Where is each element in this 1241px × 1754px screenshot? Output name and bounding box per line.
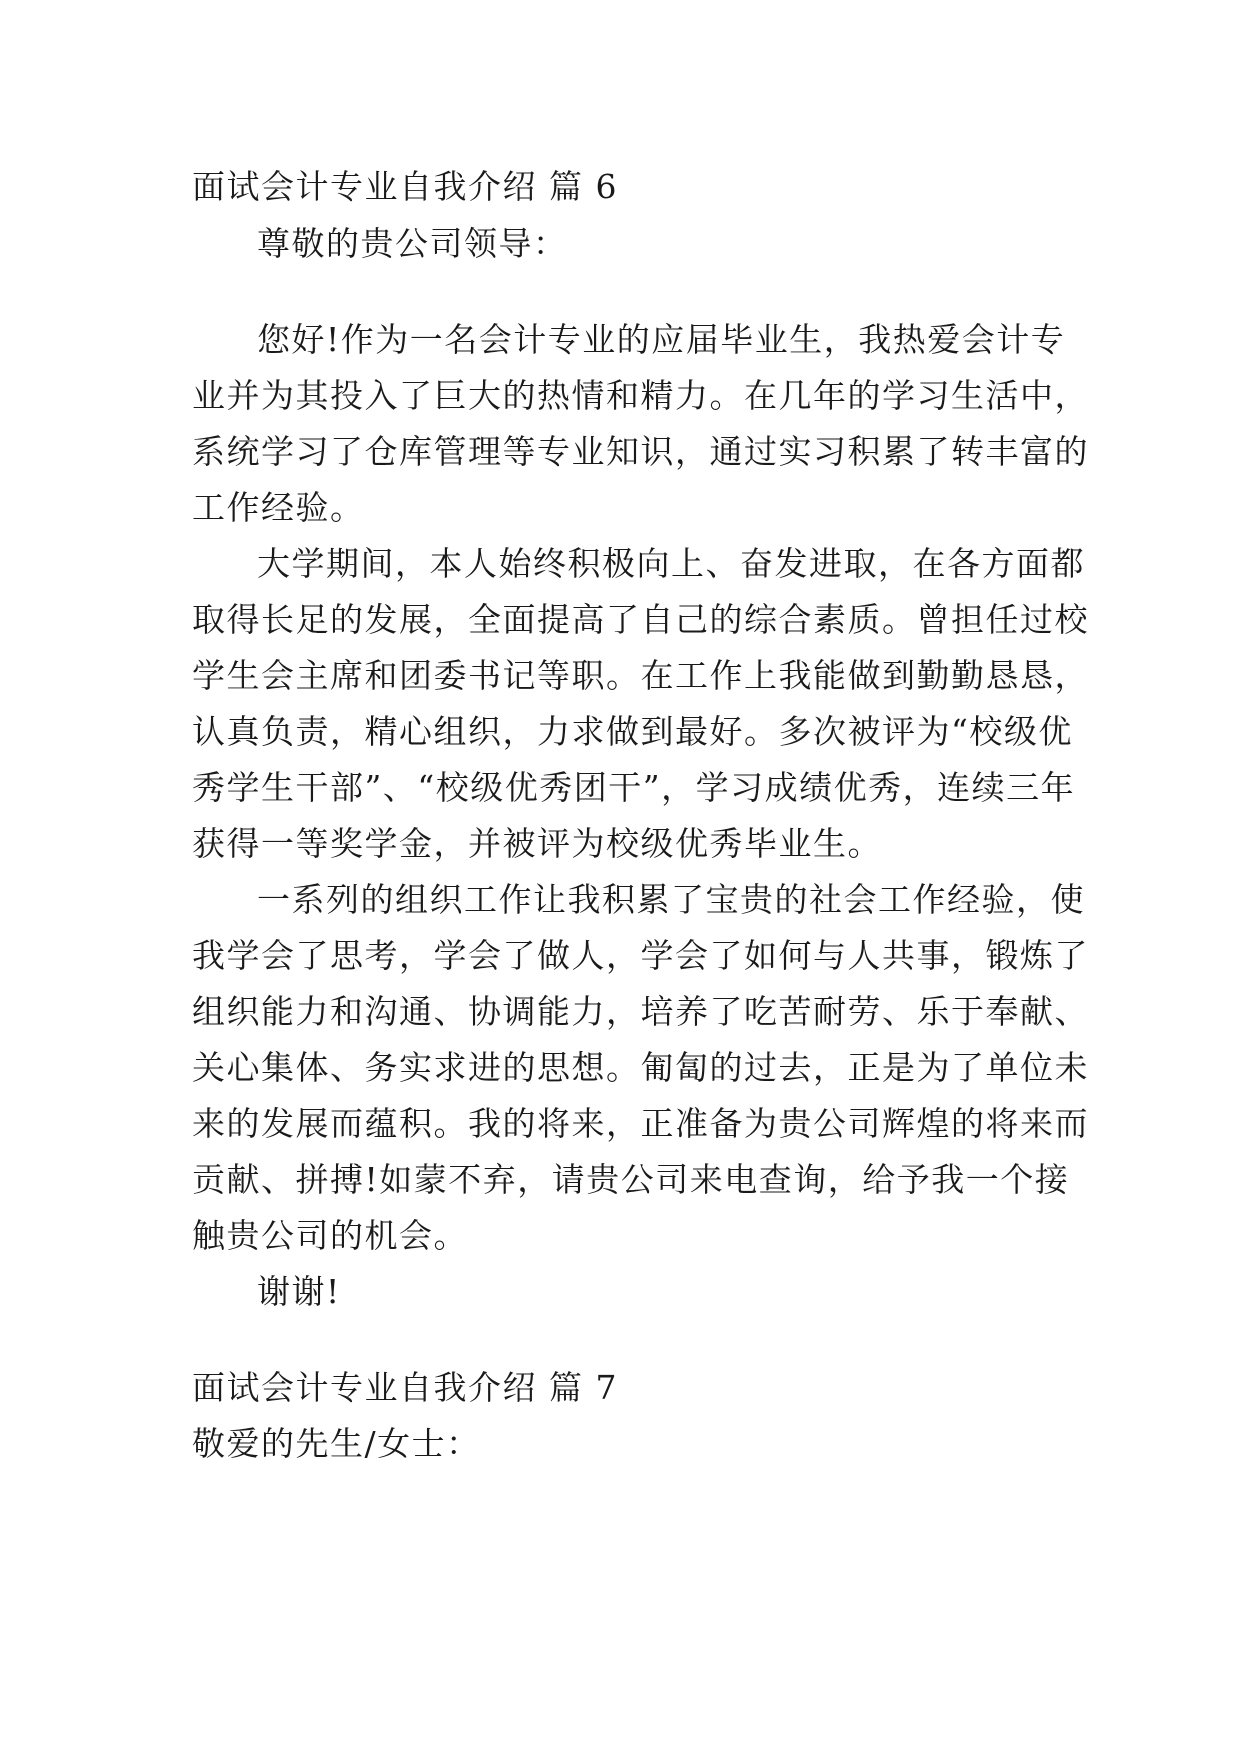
paragraph-line: 我学会了思考，学会了做人，学会了如何与人共事，锻炼了 <box>192 936 1089 975</box>
paragraph-line: 业并为其投入了巨大的热情和精力。在几年的学习生活中， <box>192 376 1089 415</box>
paragraph-line: 大学期间，本人始终积极向上、奋发进取，在各方面都 <box>257 544 1085 583</box>
paragraph-line: 触贵公司的机会。 <box>192 1216 468 1255</box>
paragraph-line: 认真负责，精心组织，力求做到最好。多次被评为“校级优 <box>192 712 1073 751</box>
paragraph-line: 系统学习了仓库管理等专业知识，通过实习积累了转丰富的 <box>192 432 1089 471</box>
paragraph-line: 工作经验。 <box>192 488 365 527</box>
closing-line: 谢谢! <box>257 1272 341 1311</box>
section-6-title: 面试会计专业自我介绍 篇 6 <box>192 167 618 206</box>
section-7-salutation: 敬爱的先生/女士： <box>192 1424 481 1463</box>
paragraph-line: 贡献、拼搏!如蒙不弃，请贵公司来电查询，给予我一个接 <box>192 1160 1070 1199</box>
paragraph-line: 一系列的组织工作让我积累了宝贵的社会工作经验，使 <box>257 880 1085 919</box>
paragraph-line: 组织能力和沟通、协调能力，培养了吃苦耐劳、乐于奉献、 <box>192 992 1089 1031</box>
paragraph-line: 学生会主席和团委书记等职。在工作上我能做到勤勤恳恳， <box>192 656 1089 695</box>
section-6-salutation: 尊敬的贵公司领导： <box>257 224 568 263</box>
paragraph-line: 秀学生干部”、“校级优秀团干”，学习成绩优秀，连续三年 <box>192 768 1076 807</box>
paragraph-line: 您好!作为一名会计专业的应届毕业生，我热爱会计专 <box>257 320 1066 359</box>
paragraph-line: 取得长足的发展，全面提高了自己的综合素质。曾担任过校 <box>192 600 1089 639</box>
paragraph-line: 关心集体、务实求进的思想。匍匐的过去，正是为了单位未 <box>192 1048 1089 1087</box>
section-7-title: 面试会计专业自我介绍 篇 7 <box>192 1368 618 1407</box>
paragraph-line: 来的发展而蕴积。我的将来，正准备为贵公司辉煌的将来而 <box>192 1104 1089 1143</box>
paragraph-line: 获得一等奖学金，并被评为校级优秀毕业生。 <box>192 824 882 863</box>
